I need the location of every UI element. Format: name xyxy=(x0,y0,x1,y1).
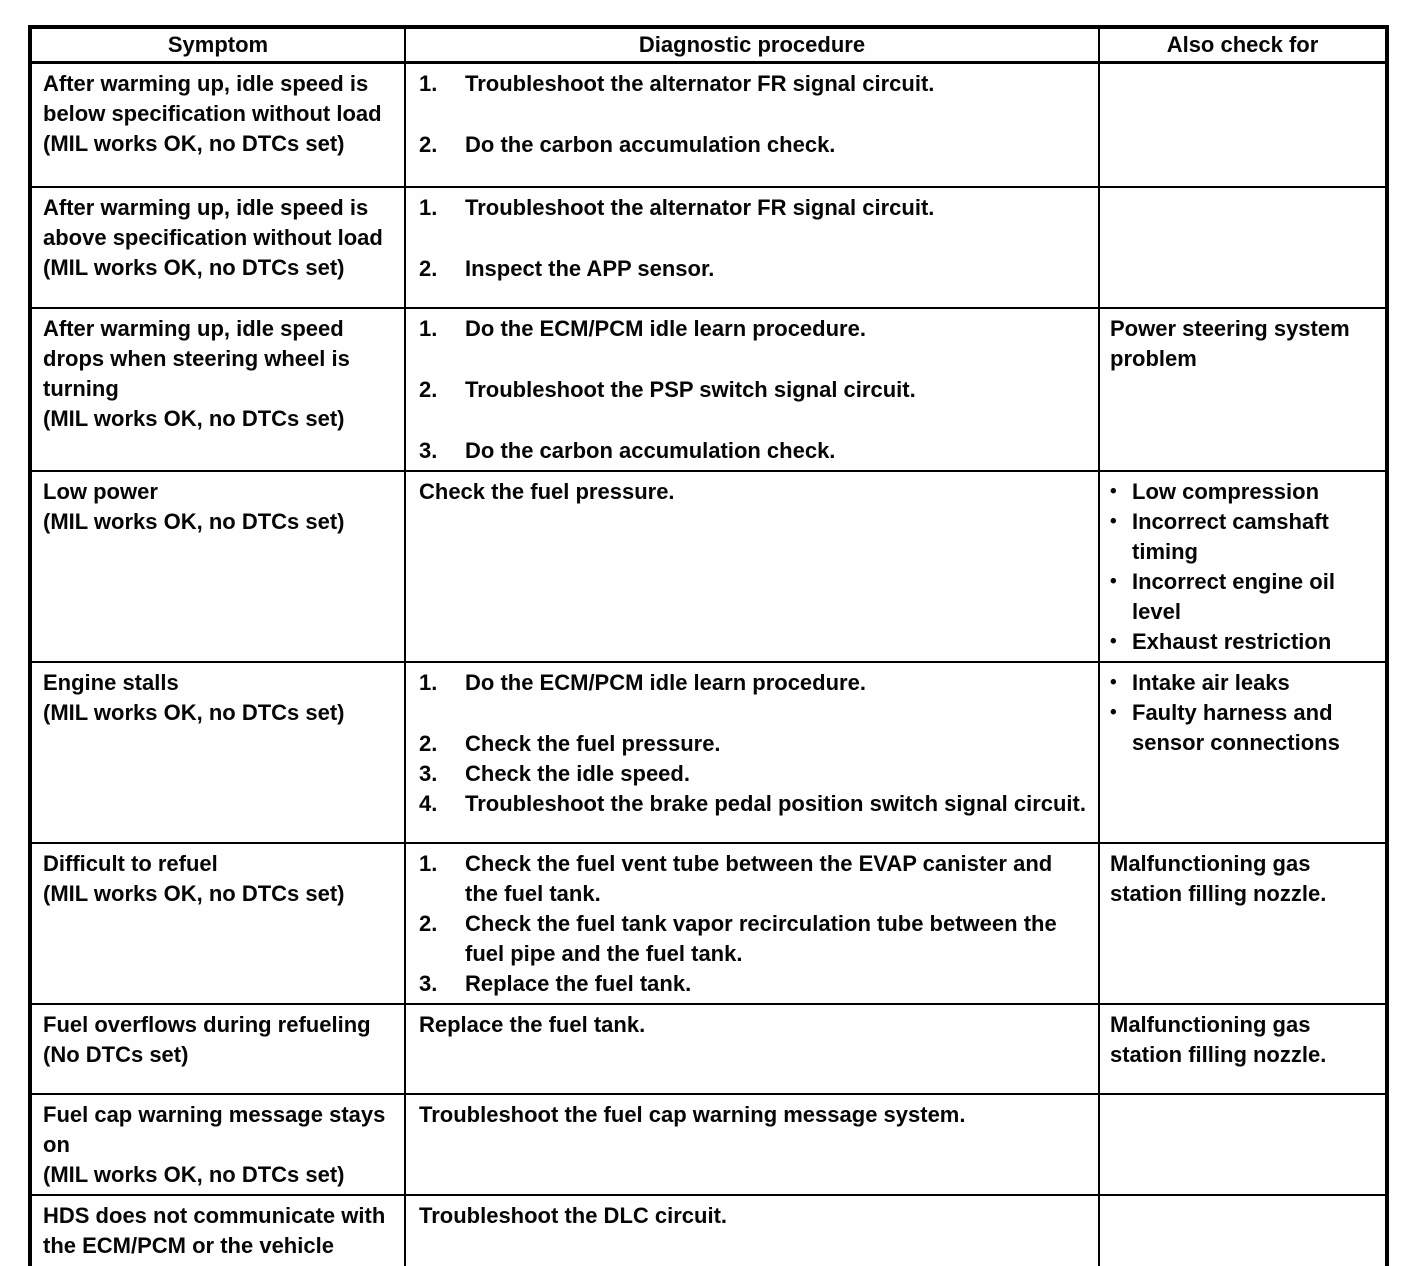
table-row xyxy=(30,308,1387,471)
diagnostic-step xyxy=(419,668,1088,698)
step-text: Check the fuel vent tube between the EVAP canister and the fuel tank. xyxy=(465,850,1053,906)
diagnostic-step xyxy=(419,314,1088,344)
symptom-text: After warming up, idle speed drops when steering wheel is turning xyxy=(43,315,350,401)
also-check-text: Malfunctioning gas station filling nozzle. xyxy=(1110,850,1327,906)
step-number: 2. xyxy=(419,255,438,281)
symptom-note: (MIL works OK, no DTCs set) xyxy=(43,131,345,156)
table-row xyxy=(30,187,1387,308)
table-row xyxy=(30,63,1387,187)
diagnostic-procedure-text: Check the fuel pressure. xyxy=(419,478,675,504)
symptom-text: Fuel overflows during refueling xyxy=(43,1011,371,1037)
symptom-text: After warming up, idle speed is above specification without load xyxy=(43,194,383,250)
step-number: 1. xyxy=(419,71,438,96)
diagnostic-step xyxy=(419,759,1088,789)
diagnostic-step xyxy=(419,130,1088,160)
also-check-cell xyxy=(1099,308,1387,471)
header-also-check-for: Also check for xyxy=(1099,27,1387,63)
symptom-cell xyxy=(30,1094,405,1195)
symptom-note: (MIL works OK, no DTCs set) xyxy=(43,405,345,431)
step-text: Check the fuel pressure. xyxy=(465,730,721,756)
step-text: Troubleshoot the alternator FR signal circuit. xyxy=(465,71,935,96)
symptom-text: After warming up, idle speed is below specification without load xyxy=(43,71,382,126)
also-check-text: Exhaust restriction xyxy=(1132,628,1332,654)
symptom-note: (No DTCs set) xyxy=(43,1041,189,1067)
step-number: 2. xyxy=(419,376,438,402)
diagnostic-cell xyxy=(405,1094,1099,1195)
also-check-text: Malfunctioning gas station filling nozzle. xyxy=(1110,1011,1327,1067)
header-symptom: Symptom xyxy=(30,27,405,63)
also-check-cell xyxy=(1099,1195,1387,1266)
diagnostic-step xyxy=(419,849,1088,909)
step-number: 4. xyxy=(419,790,438,816)
diagnostic-step xyxy=(419,254,1088,284)
diagnostic-procedure-text: Troubleshoot the fuel cap warning message system. xyxy=(419,1101,966,1127)
symptom-cell xyxy=(30,308,405,471)
troubleshooting-table xyxy=(28,25,1389,1266)
also-check-item xyxy=(1110,507,1379,567)
bullet-icon: • xyxy=(1110,510,1117,532)
bullet-icon: • xyxy=(1110,480,1117,502)
symptom-text: Low power xyxy=(43,478,158,504)
diagnostic-procedure-text: Replace the fuel tank. xyxy=(419,1011,646,1037)
also-check-text: Intake air leaks xyxy=(1132,669,1290,695)
also-check-item xyxy=(1110,698,1379,758)
also-check-item xyxy=(1110,668,1379,698)
table-row xyxy=(30,1094,1387,1195)
step-number: 2. xyxy=(419,132,438,157)
table-row xyxy=(30,662,1387,843)
step-text: Troubleshoot the alternator FR signal circuit. xyxy=(465,194,935,220)
bullet-icon: • xyxy=(1110,701,1117,723)
also-check-text: Power steering system problem xyxy=(1110,315,1350,371)
symptom-text: Fuel cap warning message stays on xyxy=(43,1101,386,1157)
symptom-text: HDS does not communicate with the ECM/PCM or the vehicle xyxy=(43,1202,386,1258)
also-check-item xyxy=(1110,477,1379,507)
symptom-cell xyxy=(30,471,405,662)
diagnostic-step xyxy=(419,789,1088,819)
step-text: Check the idle speed. xyxy=(465,760,690,786)
step-number: 2. xyxy=(419,730,438,756)
step-text: Do the carbon accumulation check. xyxy=(465,132,836,157)
header-diagnostic-procedure: Diagnostic procedure xyxy=(405,27,1099,63)
symptom-cell xyxy=(30,63,405,187)
table-row xyxy=(30,1004,1387,1094)
bullet-icon: • xyxy=(1110,570,1117,592)
step-number: 3. xyxy=(419,970,438,996)
table-row xyxy=(30,1195,1387,1266)
diagnostic-cell xyxy=(405,662,1099,843)
also-check-cell xyxy=(1099,63,1387,187)
diagnostic-step xyxy=(419,375,1088,405)
table-header-row xyxy=(30,27,1387,63)
symptom-cell xyxy=(30,1195,405,1266)
diagnostic-cell xyxy=(405,471,1099,662)
symptom-cell xyxy=(30,662,405,843)
step-text: Do the ECM/PCM idle learn procedure. xyxy=(465,669,866,695)
step-text: Troubleshoot the brake pedal position switch signal circuit. xyxy=(465,790,1086,816)
step-number: 3. xyxy=(419,437,438,463)
table-row xyxy=(30,843,1387,1004)
also-check-text: Faulty harness and sensor connections xyxy=(1132,699,1340,755)
step-number: 1. xyxy=(419,669,438,695)
diagnostic-step xyxy=(419,729,1088,759)
diagnostic-step xyxy=(419,193,1088,223)
step-text: Do the ECM/PCM idle learn procedure. xyxy=(465,315,866,341)
diagnostic-cell xyxy=(405,843,1099,1004)
also-check-item xyxy=(1110,627,1379,657)
diagnostic-step xyxy=(419,969,1088,999)
diagnostic-procedure-text: Troubleshoot the DLC circuit. xyxy=(419,1202,728,1228)
also-check-cell xyxy=(1099,843,1387,1004)
symptom-cell xyxy=(30,843,405,1004)
step-text: Troubleshoot the PSP switch signal circuit. xyxy=(465,376,916,402)
also-check-text: Incorrect engine oil level xyxy=(1132,568,1335,624)
table-row xyxy=(30,471,1387,662)
step-text: Do the carbon accumulation check. xyxy=(465,437,836,463)
step-number: 2. xyxy=(419,910,438,936)
step-text: Replace the fuel tank. xyxy=(465,970,692,996)
also-check-cell xyxy=(1099,1094,1387,1195)
symptom-note: (MIL works OK, no DTCs set) xyxy=(43,508,345,534)
symptom-cell xyxy=(30,1004,405,1094)
diagnostic-cell xyxy=(405,63,1099,187)
step-number: 1. xyxy=(419,850,438,876)
also-check-cell xyxy=(1099,471,1387,662)
diagnostic-cell xyxy=(405,308,1099,471)
diagnostic-cell xyxy=(405,187,1099,308)
diagnostic-cell xyxy=(405,1004,1099,1094)
also-check-cell xyxy=(1099,1004,1387,1094)
step-number: 1. xyxy=(419,315,438,341)
symptom-cell xyxy=(30,187,405,308)
diagnostic-step xyxy=(419,69,1088,99)
step-number: 3. xyxy=(419,760,438,786)
symptom-text: Engine stalls xyxy=(43,669,179,695)
also-check-text: Incorrect camshaft timing xyxy=(1132,508,1329,564)
symptom-note: (MIL works OK, no DTCs set) xyxy=(43,254,345,280)
symptom-text: Difficult to refuel xyxy=(43,850,218,876)
diagnostic-cell xyxy=(405,1195,1099,1266)
also-check-cell xyxy=(1099,187,1387,308)
symptom-note: (MIL works OK, no DTCs set) xyxy=(43,880,345,906)
diagnostic-step xyxy=(419,436,1088,466)
step-number: 1. xyxy=(419,194,438,220)
also-check-cell xyxy=(1099,662,1387,843)
step-text: Inspect the APP sensor. xyxy=(465,255,715,281)
step-text: Check the fuel tank vapor recirculation tube between the fuel pipe and the fuel tank. xyxy=(465,910,1057,966)
symptom-note: (MIL works OK, no DTCs set) xyxy=(43,699,345,725)
bullet-icon: • xyxy=(1110,671,1117,693)
bullet-icon: • xyxy=(1110,630,1117,652)
also-check-item xyxy=(1110,567,1379,627)
symptom-note: (MIL works OK, no DTCs set) xyxy=(43,1161,345,1187)
diagnostic-step xyxy=(419,909,1088,969)
also-check-text: Low compression xyxy=(1132,478,1320,504)
